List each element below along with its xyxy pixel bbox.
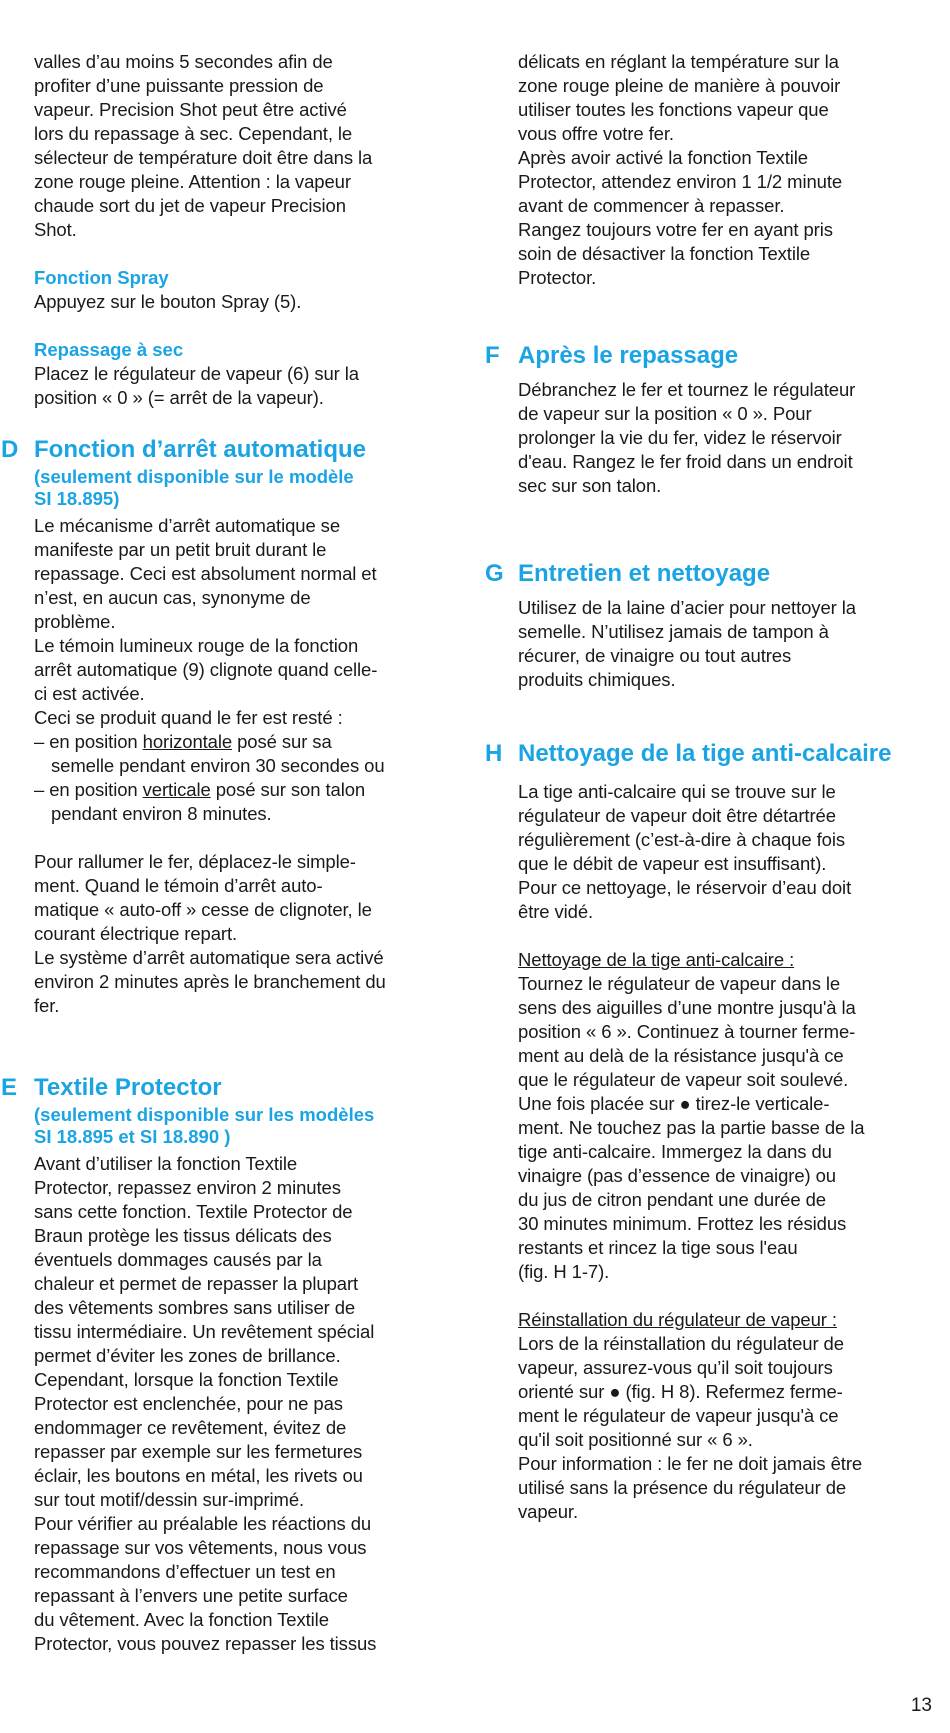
text-line: manifeste par un petit bruit durant le [34,539,327,560]
text-line: vapeur, assurez-vous qu’il soit toujours [518,1357,833,1378]
text-line: que le débit de vapeur est insuffisant). [518,853,827,874]
text-line: sélecteur de température doit être dans la [34,147,373,168]
text-line: vapeur. [518,1501,578,1522]
text-line: Le mécanisme d’arrêt automatique se [34,515,341,536]
section-f [485,340,938,498]
dash-item-continuation: semelle pendant environ 30 secondes ou [51,755,385,776]
text-line: Ceci se produit quand le fer est resté : [34,707,343,728]
spray-heading: Fonction Spray [34,267,169,288]
section-d [1,434,454,1018]
text-line: ment au delà de la résistance jusqu'à ce [518,1045,844,1066]
text-line: fer. [34,995,60,1016]
text-line: Protector est enclenchée, pour ne pas [34,1393,343,1414]
dash-item: – en position verticale posé sur son talon [34,779,366,800]
section-letter: E [1,1074,18,1101]
reinstall-subheading: Réinstallation du régulateur de vapeur : [518,1309,837,1330]
text-line: semelle. N’utilisez jamais de tampon à [518,621,829,642]
text-line: Rangez toujours votre fer en ayant pris [518,219,833,240]
section-h [485,738,938,1524]
text-line: Braun protège les tissus délicats des [34,1225,332,1246]
spray-text: Appuyez sur le bouton Spray (5). [34,291,302,312]
text-line: Pour vérifier au préalable les réactions du [34,1513,372,1534]
text-line: qu'il soit positionné sur « 6 ». [518,1429,753,1450]
text-line: zone rouge pleine de manière à pouvoir [518,75,841,96]
text-line: régulièrement (c’est-à-dire à chaque fois [518,829,846,850]
text-line: utiliser toutes les fonctions vapeur que [518,99,829,120]
text-line: du jus de citron pendant une durée de [518,1189,826,1210]
text-line: tige anti-calcaire. Immergez la dans du [518,1141,832,1162]
text-line: régulateur de vapeur doit être détartrée [518,805,836,826]
text-line: Une fois placée sur ● tirez-le verticale- [518,1093,830,1114]
text-line: Utilisez de la laine d’acier pour nettoyer la [518,597,856,618]
text-line: La tige anti-calcaire qui se trouve sur le [518,781,836,802]
section-g [485,558,938,692]
dash-item: – en position horizontale posé sur sa [34,731,332,752]
text-line: sans cette fonction. Textile Protector de [34,1201,353,1222]
text-line: repassant à l’envers une petite surface [34,1585,348,1606]
section-subtitle: SI 18.895 et SI 18.890 ) [34,1126,231,1147]
right-column [485,50,938,1524]
section-letter: F [485,342,500,369]
text-line: profiter d’une puissante pression de [34,75,324,96]
text-line: lors du repassage à sec. Cependant, le [34,123,353,144]
text-line: valles d’au moins 5 secondes afin de [34,51,333,72]
section-subtitle: (seulement disponible sur le modèle [34,466,354,487]
text-line: vapeur. Precision Shot peut être activé [34,99,347,120]
text-line: Cependant, lorsque la fonction Textile [34,1369,339,1390]
text-line: Pour ce nettoyage, le réservoir d’eau doit [518,877,852,898]
text-line: utilisé sans la présence du régulateur de [518,1477,847,1498]
text-line: endommager ce revêtement, évitez de [34,1417,347,1438]
text-line: n’est, en aucun cas, synonyme de [34,587,311,608]
text-line: tissu intermédiaire. Un revêtement spécial [34,1321,375,1342]
intro-paragraph [518,50,938,290]
text-line: Pour information : le fer ne doit jamais être [518,1453,863,1474]
text-line: Avant d’utiliser la fonction Textile [34,1153,298,1174]
text-line: position « 6 ». Continuez à tourner ferme- [518,1021,856,1042]
text-line: ci est activée. [34,683,145,704]
text-line: ment. Ne touchez pas la partie basse de la [518,1117,865,1138]
text-line: vinaigre (pas d’essence de vinaigre) ou [518,1165,836,1186]
text-line: prolonger la vie du fer, videz le réservoir [518,427,842,448]
text-line: problème. [34,611,116,632]
text-line: ment le régulateur de vapeur jusqu'à ce [518,1405,839,1426]
text-line: Le système d’arrêt automatique sera activé [34,947,384,968]
text-line: des vêtements sombres sans utiliser de [34,1297,356,1318]
text-line: du vêtement. Avec la fonction Textile [34,1609,329,1630]
text-line: Placez le régulateur de vapeur (6) sur la [34,363,359,384]
text-line: courant électrique repart. [34,923,238,944]
text-line: repasser par exemple sur les fermetures [34,1441,363,1462]
text-line: Le témoin lumineux rouge de la fonction [34,635,359,656]
section-e [1,1072,454,1656]
text-line: permet d’éviter les zones de brillance. [34,1345,341,1366]
text-line: produits chimiques. [518,669,676,690]
text-line: ment. Quand le témoin d’arrêt auto- [34,875,323,896]
section-title: Nettoyage de la tige anti-calcaire [518,740,892,767]
text-line: soin de désactiver la fonction Textile [518,243,811,264]
intro-paragraph [34,50,454,242]
text-line: éclair, les boutons en métal, les rivets ou [34,1465,363,1486]
text-line: repassage sur vos vêtements, nous vous [34,1537,367,1558]
text-line: Shot. [34,219,77,240]
section-letter: H [485,740,503,767]
text-line: Protector, repassez environ 2 minutes [34,1177,341,1198]
text-line: Protector, vous pouvez repasser les tissus [34,1633,377,1654]
section-subtitle: SI 18.895) [34,488,120,509]
text-line: chaude sort du jet de vapeur Precision [34,195,346,216]
text-line: environ 2 minutes après le branchement du [34,971,386,992]
text-line: sec sur son talon. [518,475,662,496]
text-line: avant de commencer à repasser. [518,195,785,216]
section-letter: D [1,436,19,463]
text-line: orienté sur ● (fig. H 8). Refermez ferme- [518,1381,843,1402]
text-line: Après avoir activé la fonction Textile [518,147,808,168]
text-line: restants et rincez la tige sous l'eau [518,1237,798,1258]
text-line: d'eau. Rangez le fer froid dans un endroit [518,451,853,472]
text-line: position « 0 » (= arrêt de la vapeur). [34,387,324,408]
text-line: vous offre votre fer. [518,123,674,144]
text-line: (fig. H 1-7). [518,1261,610,1282]
text-line: sens des aiguilles d’une montre jusqu'à la [518,997,856,1018]
text-line: 30 minutes minimum. Frottez les résidus [518,1213,847,1234]
text-line: Lors de la réinstallation du régulateur de [518,1333,844,1354]
dash-item-continuation: pendant environ 8 minutes. [51,803,272,824]
text-line: être vidé. [518,901,594,922]
text-line: Débranchez le fer et tournez le régulateur [518,379,856,400]
text-line: sur tout motif/dessin sur-imprimé. [34,1489,305,1510]
text-line: Tournez le régulateur de vapeur dans le [518,973,841,994]
text-line: chaleur et permet de repasser la plupart [34,1273,359,1294]
section-subtitle: (seulement disponible sur les modèles [34,1104,375,1125]
text-line: Pour rallumer le fer, déplacez-le simple- [34,851,356,872]
text-line: délicats en réglant la température sur la [518,51,839,72]
section-title: Textile Protector [34,1074,222,1101]
text-line: Protector. [518,267,597,288]
dry-ironing-heading: Repassage à sec [34,339,184,360]
page-number: 13 [910,1695,932,1716]
text-line: récurer, de vinaigre ou tout autres [518,645,792,666]
text-line: repassage. Ceci est absolument normal et [34,563,377,584]
left-column [1,50,454,1656]
text-line: que le régulateur de vapeur soit soulevé. [518,1069,849,1090]
section-title: Fonction d’arrêt automatique [34,436,367,463]
text-line: arrêt automatique (9) clignote quand celle- [34,659,378,680]
text-line: zone rouge pleine. Attention : la vapeur [34,171,351,192]
text-line: Protector, attendez environ 1 1/2 minute [518,171,843,192]
text-line: de vapeur sur la position « 0 ». Pour [518,403,812,424]
text-line: éventuels dommages causés par la [34,1249,322,1270]
section-title: Après le repassage [518,342,739,369]
text-line: recommandons d’effectuer un test en [34,1561,336,1582]
cleaning-subheading: Nettoyage de la tige anti-calcaire : [518,949,795,970]
section-title: Entretien et nettoyage [518,560,771,587]
section-letter: G [485,560,504,587]
text-line: matique « auto-off » cesse de clignoter, le [34,899,372,920]
